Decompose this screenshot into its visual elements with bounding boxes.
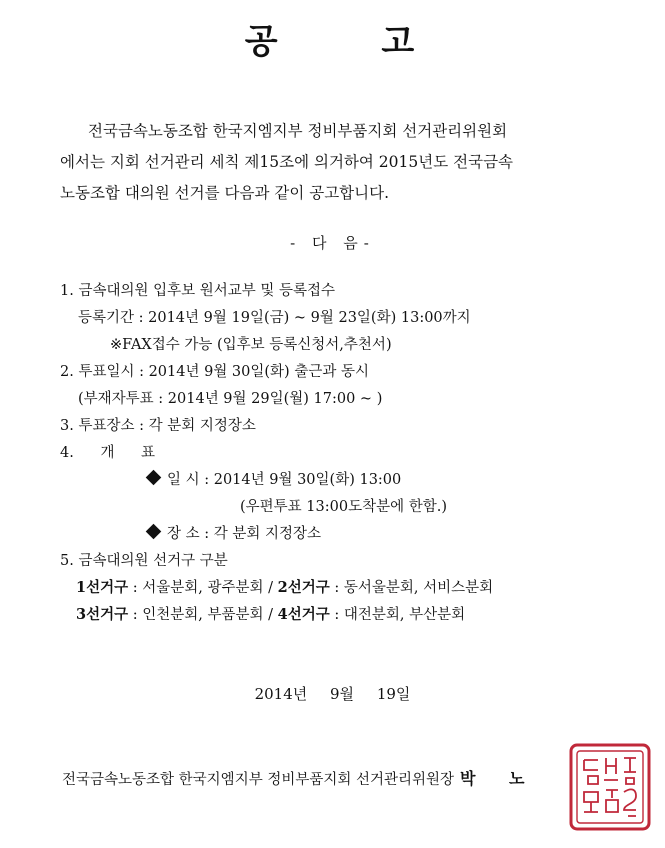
signer-organization: 전국금속노동조합 한국지엠지부 정비부품지회 선거관리위원장 — [62, 772, 455, 788]
intro-line-2: 에서는 지회 선거관리 세칙 제15조에 의거하여 2015년도 전국금속 — [60, 153, 514, 171]
item-3-title: 3. 투표장소 : 각 분회 지정장소 — [60, 418, 256, 434]
item-5-title: 5. 금속대의원 선거구 구분 — [60, 553, 228, 569]
district-3-value: : 인천분회, 부품분회 / — [132, 607, 273, 623]
official-seal-icon — [568, 742, 652, 832]
district-4-value: : 대전분회, 부산분회 — [334, 607, 466, 623]
intro-line-3: 노동조합 대의원 선거를 다음과 같이 공고합니다. — [60, 184, 390, 202]
date-year: 2014년 — [254, 685, 308, 703]
item-4-title: 4. 개 표 — [60, 445, 156, 461]
item-2-title: 2. 투표일시 : 2014년 9월 30일(화) 출근과 동시 — [60, 364, 369, 380]
item-4-datetime — [148, 468, 401, 489]
district-2-label: 2선거구 — [277, 579, 330, 596]
signature-line — [62, 766, 539, 789]
item-2-absentee: (부재자투표 : 2014년 9월 29일(월) 17:00 ~ ) — [78, 391, 383, 407]
date-day: 19일 — [376, 685, 411, 703]
section-heading: - 다 음- — [290, 234, 375, 252]
district-2-value: : 동서울분회, 서비스분회 — [334, 580, 494, 596]
district-1-value: : 서울분회, 광주분회 / — [132, 580, 273, 596]
intro-paragraph — [60, 116, 640, 209]
item-1-period: 등록기간 : 2014년 9월 19일(금) ~ 9월 23일(화) 13:00까지 — [78, 310, 471, 326]
item-4-mail-note: (우편투표 13:00도착분에 한함.) — [240, 499, 447, 515]
item-4-place-text: 장 소 : 각 분회 지정장소 — [167, 526, 321, 542]
district-row-1 — [76, 576, 493, 597]
item-4-datetime-text: 일 시 : 2014년 9월 30일(화) 13:00 — [167, 472, 402, 488]
district-1-label: 1선거구 — [76, 579, 129, 596]
date-month: 9월 — [330, 685, 355, 703]
notice-date — [0, 683, 665, 704]
district-3-label: 3선거구 — [76, 606, 129, 623]
district-4-label: 4선거구 — [277, 606, 330, 623]
signer-name: 박 노 — [460, 769, 539, 788]
district-row-2 — [76, 603, 465, 624]
diamond-bullet-icon — [146, 470, 162, 486]
document-title: 공 고 — [244, 22, 461, 62]
item-1-fax-note: ※FAX접수 가능 (입후보 등록신청서,추천서) — [110, 337, 392, 353]
intro-line-1: 전국금속노동조합 한국지엠지부 정비부품지회 선거관리위원회 — [88, 122, 508, 140]
item-4-place — [148, 522, 321, 543]
item-1-title: 1. 금속대의원 입후보 원서교부 및 등록접수 — [60, 283, 335, 299]
diamond-bullet-icon — [146, 524, 162, 540]
